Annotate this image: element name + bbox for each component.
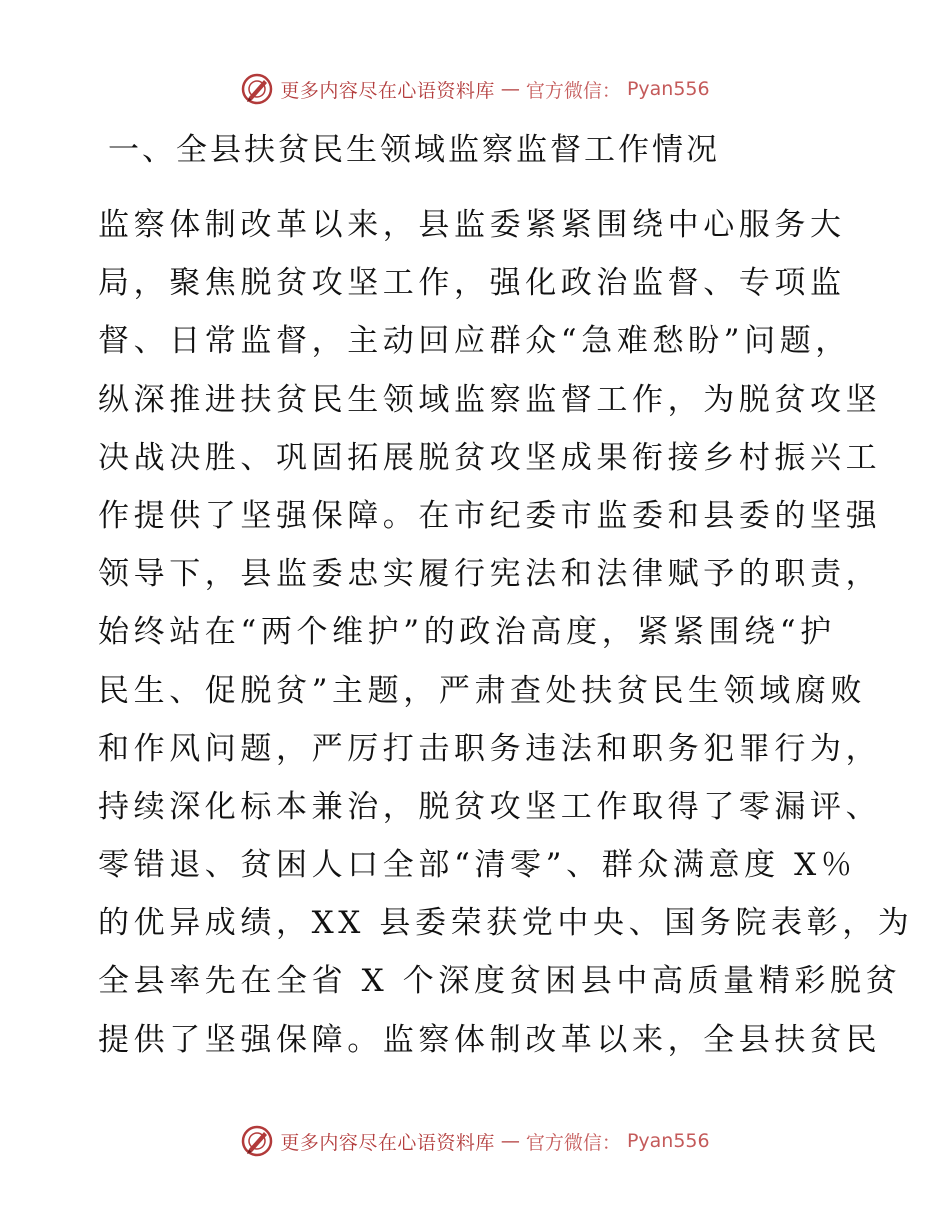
watermark-id: Pyan556 bbox=[626, 1130, 710, 1152]
body-line: 督、日常监督，主动回应群众“急难愁盼”问题， bbox=[98, 323, 851, 360]
watermark-text: 更多内容尽在心语资料库 bbox=[280, 79, 495, 102]
body-line: 局，聚焦脱贫攻坚工作，强化政治监督、专项监 bbox=[98, 265, 846, 302]
body-line: 零错退、贫困人口全部“清零”、群众满意度 X％ bbox=[98, 847, 857, 884]
body-line: 和作风问题，严厉打击职务违法和职务犯罪行为， bbox=[98, 730, 882, 767]
watermark-separator: — bbox=[500, 1130, 520, 1152]
header-watermark bbox=[0, 72, 950, 106]
body-line: 作提供了坚强保障。在市纪委市监委和县委的坚强 bbox=[98, 497, 882, 534]
body-line: 持续深化标本兼治，脱贫攻坚工作取得了零漏评、 bbox=[98, 788, 882, 825]
pen-logo-icon bbox=[240, 72, 274, 106]
body-line: 监察体制改革以来，县监委紧紧围绕中心服务大 bbox=[98, 207, 846, 243]
body-line: 全县率先在全省 X 个深度贫困县中高质量精彩脱贫 bbox=[98, 963, 902, 1000]
body-line: 始终站在“两个维护”的政治高度，紧紧围绕“护 bbox=[98, 614, 836, 651]
body-line: 民生、促脱贫”主题，严肃查处扶贫民生领域腐败 bbox=[98, 672, 867, 709]
body-line: 的优异成绩，XX 县委荣获党中央、国务院表彰，为 bbox=[98, 905, 914, 942]
watermark-label: 官方微信： bbox=[525, 79, 621, 102]
body-paragraph bbox=[98, 196, 914, 1069]
watermark-separator: — bbox=[500, 78, 520, 100]
body-line: 提供了坚强保障。监察体制改革以来，全县扶贫民 bbox=[98, 1021, 882, 1058]
watermark-text: 更多内容尽在心语资料库 bbox=[280, 1131, 495, 1154]
section-heading: 一、全县扶贫民生领域监察监督工作情况 bbox=[108, 132, 720, 168]
watermark-id: Pyan556 bbox=[626, 78, 710, 100]
footer-watermark bbox=[0, 1124, 950, 1158]
body-line: 领导下，县监委忠实履行宪法和法律赋予的职责， bbox=[98, 556, 882, 593]
body-line: 纵深推进扶贫民生领域监察监督工作，为脱贫攻坚 bbox=[98, 381, 882, 418]
watermark-label: 官方微信： bbox=[525, 1131, 621, 1154]
pen-logo-icon bbox=[240, 1124, 274, 1158]
body-line: 决战决胜、巩固拓展脱贫攻坚成果衔接乡村振兴工 bbox=[98, 439, 882, 476]
